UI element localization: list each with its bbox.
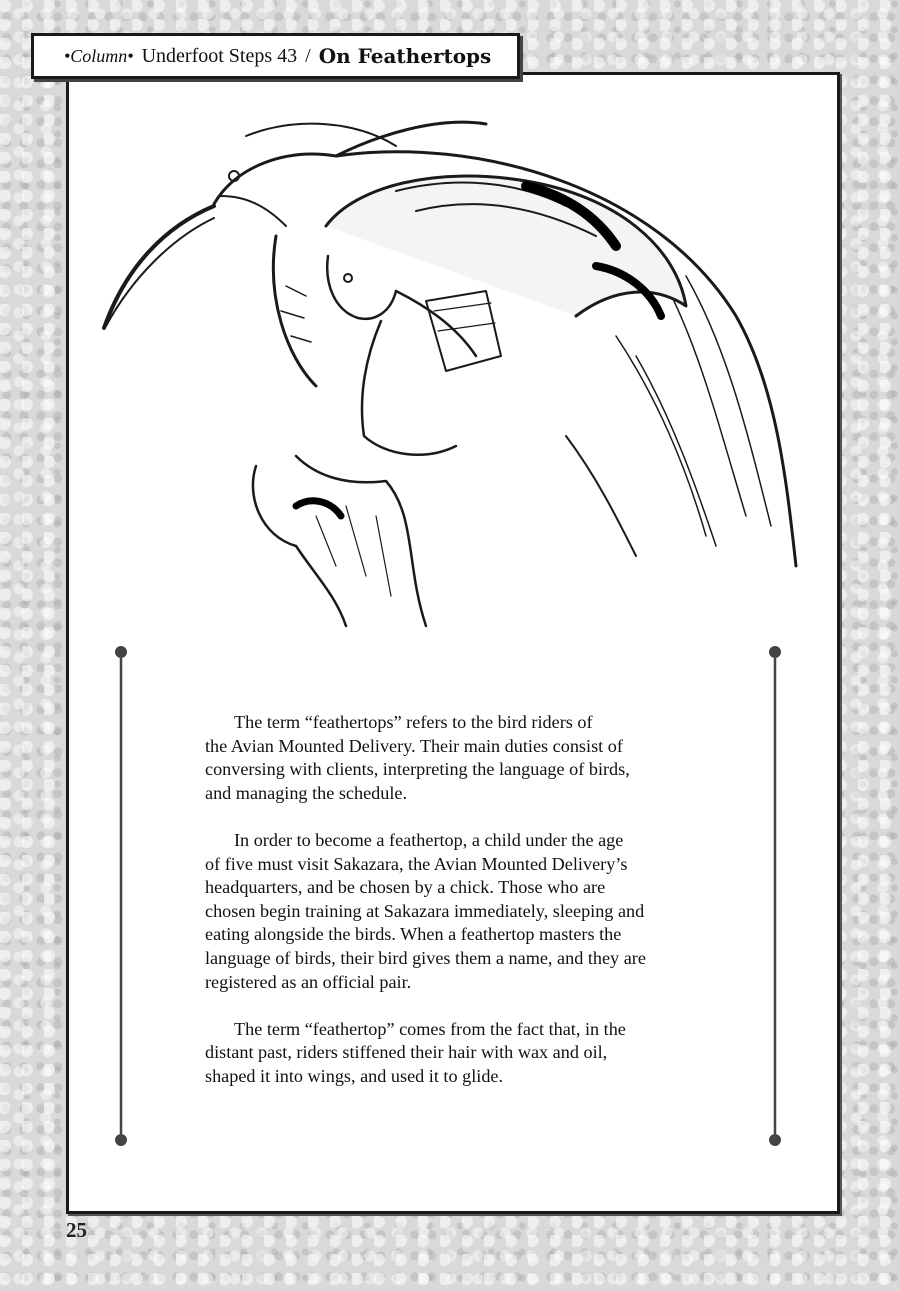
- page-number: 25: [66, 1218, 87, 1242]
- body-paragraph: In order to become a feathertop, a child under the age of five must visit Sakazara, the Avian Mounted Delivery’s headquarters, and be chosen by a chick. Those who are chosen begin training at Sakazara immediately, sleeping and eating alongside the birds. When a feathertop masters the language of birds, their bird gives them a name, and they are registered as an official pair.: [205, 829, 646, 992]
- bird-rider-illustration-icon: [96, 96, 816, 636]
- column-kicker: •Column•: [64, 45, 134, 66]
- right-bracket-ornament: [768, 640, 782, 1152]
- body-paragraph: The term “feathertops” refers to the bird riders of the Avian Mounted Delivery. Their main duties consist of conversing with clients, interpreting the language of birds, and managing the schedule.: [205, 712, 630, 803]
- title-separator: /: [305, 44, 311, 67]
- column-series: Underfoot Steps 43: [141, 44, 298, 67]
- body-paragraph: The term “feathertop” comes from the fact that, in the distant past, riders stiffened their hair with wax and oil, shaped it into wings, and used it to glide.: [205, 1018, 626, 1086]
- column-body: [205, 711, 705, 1112]
- left-bracket-ornament: [114, 640, 128, 1152]
- column-header: [31, 33, 520, 79]
- column-title: On Feathertops: [318, 44, 492, 68]
